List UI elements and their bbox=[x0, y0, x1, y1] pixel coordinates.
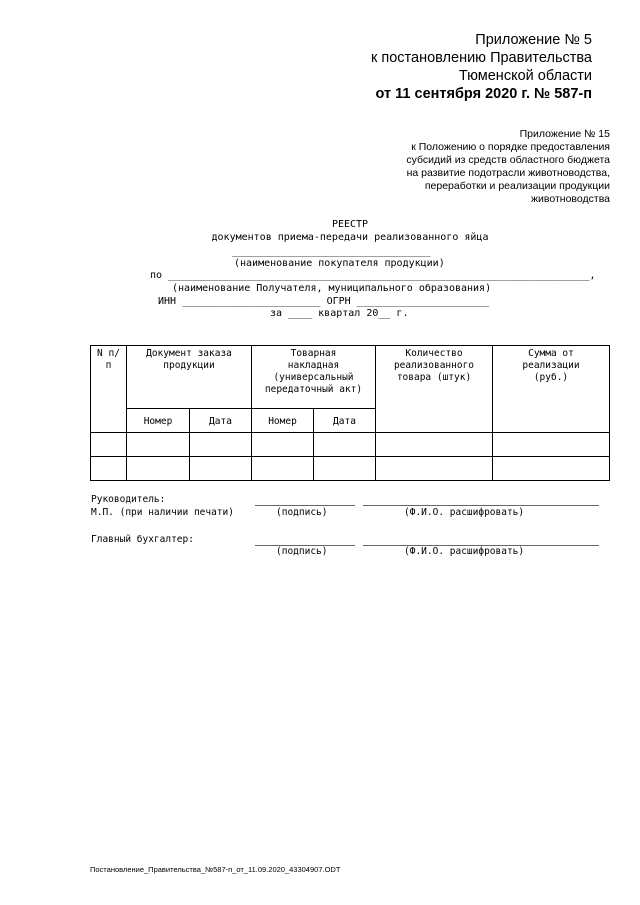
buyer-line: _________________________________ bbox=[232, 246, 431, 257]
register-table bbox=[90, 345, 610, 481]
table-cell bbox=[190, 433, 252, 457]
table-cell bbox=[314, 433, 376, 457]
head-name-line bbox=[363, 505, 599, 506]
subheader-invoice-date: Дата bbox=[314, 409, 376, 433]
recipient-caption: (наименование Получателя, муниципального образования) bbox=[172, 283, 492, 294]
stamp-label: М.П. (при наличии печати) bbox=[91, 507, 234, 518]
subheader-order-date: Дата bbox=[190, 409, 252, 433]
appendix-line-3: Тюменской области bbox=[458, 68, 592, 84]
inn-ogrn-line: ИНН _______________________ ОГРН ______________________ bbox=[158, 296, 490, 307]
subheader-invoice-number: Номер bbox=[252, 409, 314, 433]
appendix-line-1: Приложение № 5 bbox=[475, 32, 592, 48]
table-cell bbox=[493, 457, 610, 481]
accountant-name-caption: (Ф.И.О. расшифровать) bbox=[404, 546, 525, 557]
accountant-label: Главный бухгалтер: bbox=[91, 534, 194, 545]
head-signature-line bbox=[255, 505, 355, 506]
buyer-caption: (наименование покупателя продукции) bbox=[234, 258, 445, 269]
subheader-order-number: Номер bbox=[127, 409, 190, 433]
table-cell bbox=[190, 457, 252, 481]
subappendix-line-1: Приложение № 15 bbox=[519, 128, 610, 140]
table-row bbox=[91, 457, 610, 481]
table-cell bbox=[127, 457, 190, 481]
head-signature-caption: (подпись) bbox=[276, 507, 328, 518]
table-cell bbox=[314, 457, 376, 481]
appendix-header bbox=[371, 31, 592, 103]
register-title: РЕЕСТР bbox=[331, 219, 369, 230]
head-name-caption: (Ф.И.О. расшифровать) bbox=[404, 507, 525, 518]
subappendix-line-2: к Положению о порядке предоставления bbox=[411, 141, 610, 153]
subappendix-header bbox=[406, 128, 610, 206]
subappendix-line-4: на развитие подотрасли животноводства, bbox=[406, 167, 610, 179]
register-subtitle: документов приема-передачи реализованного яйца bbox=[211, 232, 489, 243]
document-filename: Постановление_Правительства_№587-п_от_11.09.2020_43304907.ODT bbox=[90, 865, 341, 874]
header-order-doc: Документ заказа продукции bbox=[127, 346, 252, 409]
head-label: Руководитель: bbox=[91, 494, 166, 505]
header-quantity: Количество реализованного товара (штук) bbox=[376, 346, 493, 433]
table-cell bbox=[493, 433, 610, 457]
table-cell bbox=[252, 433, 314, 457]
header-num: N п/ п bbox=[91, 346, 127, 433]
subappendix-line-3: субсидий из средств областного бюджета bbox=[406, 154, 610, 166]
appendix-line-2: к постановлению Правительства bbox=[371, 50, 592, 66]
recipient-line: по ______________________________________________________________________, bbox=[150, 270, 596, 281]
table-cell bbox=[252, 457, 314, 481]
table-cell bbox=[127, 433, 190, 457]
appendix-line-4: от 11 сентября 2020 г. № 587-п bbox=[375, 86, 592, 102]
period-line: за ____ квартал 20__ г. bbox=[270, 308, 409, 319]
accountant-signature-caption: (подпись) bbox=[276, 546, 328, 557]
header-sum: Сумма от реализации (руб.) bbox=[493, 346, 610, 433]
table-cell bbox=[91, 433, 127, 457]
header-invoice: Товарная накладная (универсальный передаточный акт) bbox=[252, 346, 376, 409]
table-cell bbox=[376, 457, 493, 481]
table-cell bbox=[376, 433, 493, 457]
subappendix-line-5: переработки и реализации продукции bbox=[424, 180, 610, 192]
table-cell bbox=[91, 457, 127, 481]
subappendix-line-6: животноводства bbox=[531, 193, 610, 205]
table-row bbox=[91, 433, 610, 457]
